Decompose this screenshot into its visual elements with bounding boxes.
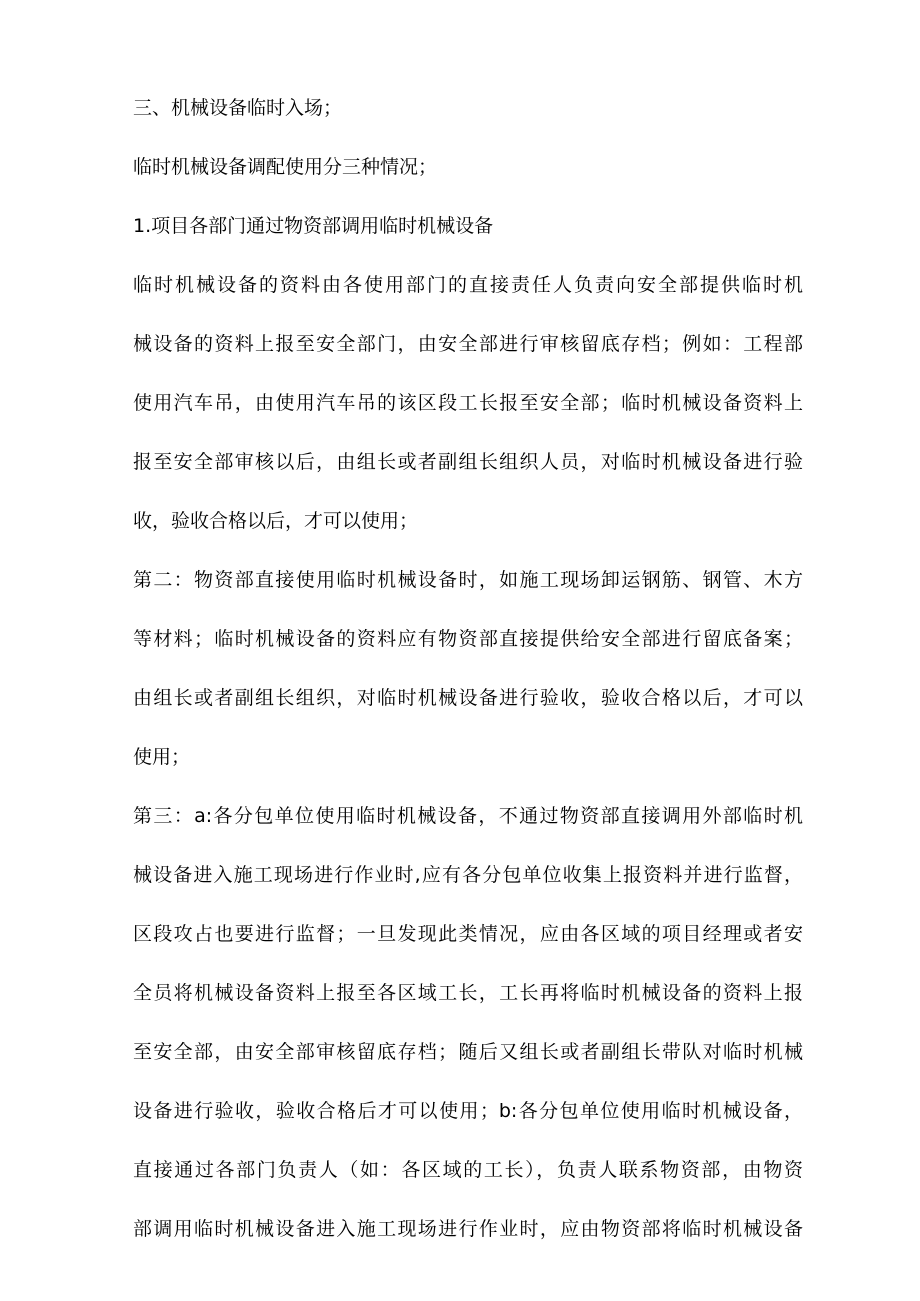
paragraph-line: 部调用临时机械设备进入施工现场进行作业时，应由物资部将临时机械设备 xyxy=(133,1218,803,1240)
paragraph-2 xyxy=(133,568,803,769)
paragraph-line: 至安全部，由安全部审核留底存档；随后又组长或者副组长带队对临时机械 xyxy=(133,1041,803,1063)
paragraph-line: 由组长或者副组长组织，对临时机械设备进行验收，验收合格以后，才可以 xyxy=(133,687,803,709)
paragraph-line: 临时机械设备的资料由各使用部门的直接责任人负责向安全部提供临时机 xyxy=(133,274,803,296)
section-heading: 三、机械设备临时入场； xyxy=(133,97,343,119)
paragraph-line: 使用； xyxy=(133,746,191,768)
paragraph-line: 械设备的资料上报至安全部门，由安全部进行审核留底存档；例如：工程部 xyxy=(133,333,803,355)
intro-line: 临时机械设备调配使用分三种情况； xyxy=(133,156,438,178)
paragraph-line: 收，验收合格以后，才可以使用； xyxy=(133,510,419,532)
paragraph-line: 直接通过各部门负责人（如：各区域的工长），负责人联系物资部，由物资 xyxy=(133,1159,803,1181)
paragraph-line: 区段攻占也要进行监督；一旦发现此类情况，应由各区域的项目经理或者安 xyxy=(133,923,803,945)
paragraph-line: 报至安全部审核以后，由组长或者副组长组织人员，对临时机械设备进行验 xyxy=(133,451,803,473)
item-1-title: 1.项目各部门通过物资部调用临时机械设备 xyxy=(133,215,494,237)
paragraph-line: 等材料；临时机械设备的资料应有物资部直接提供给安全部进行留底备案； xyxy=(133,628,803,650)
paragraph-3 xyxy=(133,804,803,1241)
paragraph-line: 械设备进入施工现场进行作业时,应有各分包单位收集上报资料并进行监督， xyxy=(133,864,803,886)
paragraph-line: 第二：物资部直接使用临时机械设备时，如施工现场卸运钢筋、钢管、木方 xyxy=(133,569,803,591)
paragraph-1 xyxy=(133,273,803,533)
paragraph-line: 全员将机械设备资料上报至各区域工长，工长再将临时机械设备的资料上报 xyxy=(133,982,803,1004)
document-page xyxy=(133,96,803,1241)
paragraph-line: 第三：a:各分包单位使用临时机械设备，不通过物资部直接调用外部临时机 xyxy=(133,805,803,827)
paragraph-line: 使用汽车吊，由使用汽车吊的该区段工长报至安全部；临时机械设备资料上 xyxy=(133,392,803,414)
paragraph-line: 设备进行验收，验收合格后才可以使用；b:各分包单位使用临时机械设备， xyxy=(133,1100,803,1122)
